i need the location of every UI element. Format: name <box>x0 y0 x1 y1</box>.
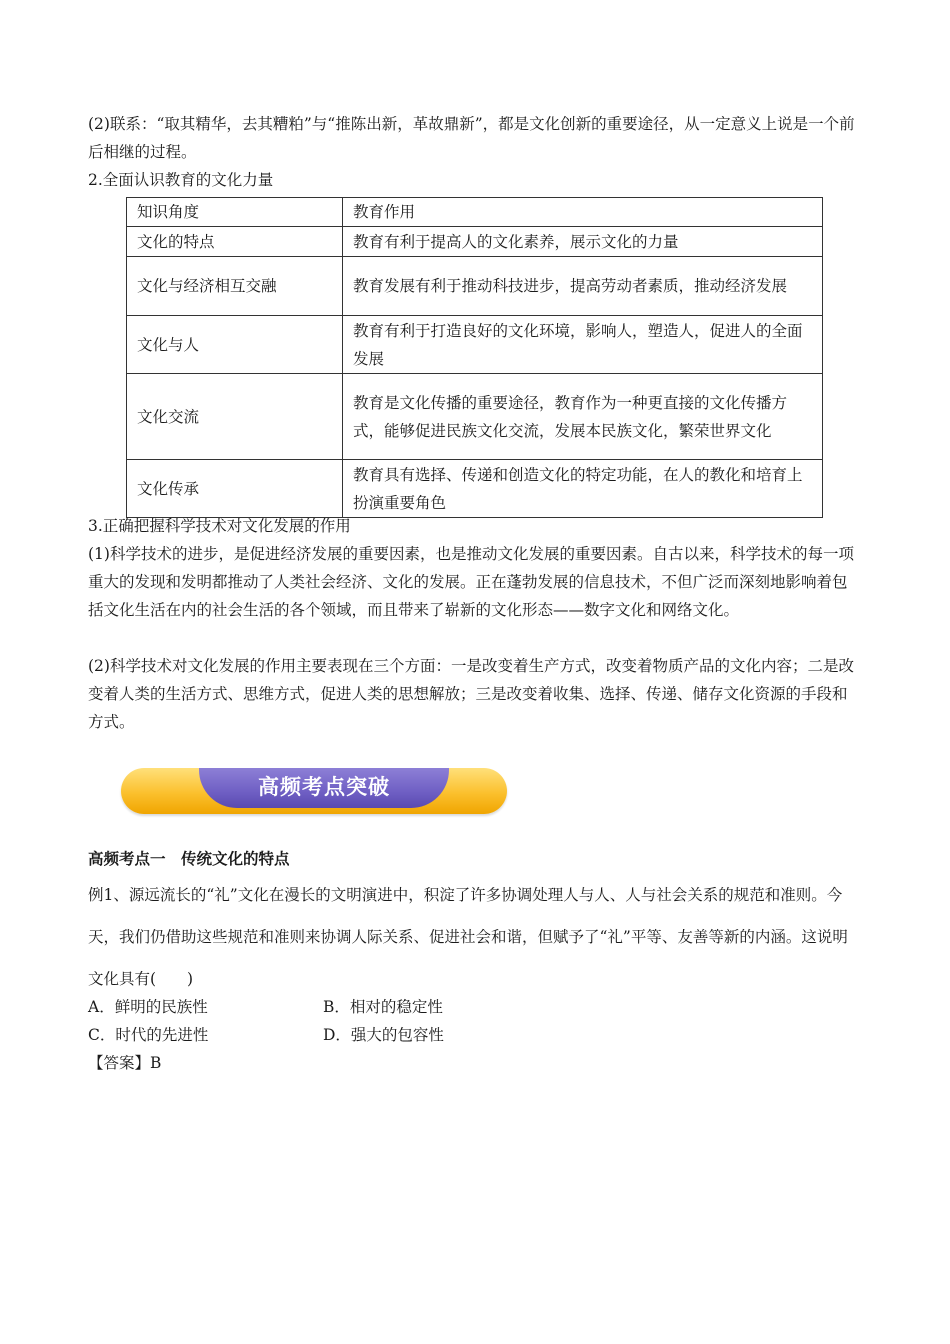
table-header-cell: 教育作用 <box>343 198 823 227</box>
table-header-cell: 知识角度 <box>127 198 343 227</box>
paragraph-science-2: (2)科学技术对文化发展的作用主要表现在三个方面：一是改变着生产方式，改变着物质产品的文化内容；二是改变着人类的生活方式、思维方式，促进人类的思想解放；三是改变着收集、选择、传递、储存文化资源的手段和方式。 <box>88 657 854 731</box>
option-c: C．时代的先进性 <box>88 1026 209 1044</box>
banner-label: 高频考点突破 <box>199 768 449 808</box>
heading-education-power: 2.全面认识教育的文化力量 <box>88 171 274 189</box>
paragraph-relation: (2)联系：“取其精华，去其糟粕”与“推陈出新，革故鼎新”，都是文化创新的重要途径，从一定意义上说是一个前后相继的过程。 <box>88 115 855 161</box>
option-b: B．相对的稳定性 <box>323 998 443 1016</box>
section-title: 高频考点一 传统文化的特点 <box>88 849 290 868</box>
table-row <box>127 460 823 518</box>
table-cell-role: 教育有利于提高人的文化素养，展示文化的力量 <box>343 227 823 257</box>
table-row <box>127 374 823 460</box>
table-row <box>127 316 823 374</box>
table-cell-role: 教育是文化传播的重要途径，教育作为一种更直接的文化传播方式，能够促进民族文化交流，发展本民族文化，繁荣世界文化 <box>343 374 823 460</box>
education-role-table <box>126 197 823 518</box>
question-text: 例1、源远流长的“礼”文化在漫长的文明演进中，积淀了许多协调处理人与人、人与社会关系的规范和准则。今天，我们仍借助这些规范和准则来协调人际关系、促进社会和谐，但赋予了“礼”平等、友善等新的内涵。这说明文化具有( ) <box>88 886 848 988</box>
option-a: A．鲜明的民族性 <box>88 998 208 1016</box>
table-cell-role: 教育发展有利于推动科技进步，提高劳动者素质，推动经济发展 <box>343 257 823 316</box>
section-banner <box>121 768 507 814</box>
paragraph-science-1: (1)科学技术的进步，是促进经济发展的重要因素，也是推动文化发展的重要因素。自古以来，科学技术的每一项重大的发现和发明都推动了人类社会经济、文化的发展。正在蓬勃发展的信息技术，不但广泛而深刻地影响着包括文化生活在内的社会生活的各个领域，而且带来了崭新的文化形态——数字文化和网络文化。 <box>88 545 854 619</box>
table-header-row <box>127 198 823 227</box>
table-cell-aspect: 文化与经济相互交融 <box>127 257 343 316</box>
table-cell-role: 教育有利于打造良好的文化环境，影响人，塑造人，促进人的全面发展 <box>343 316 823 374</box>
table-cell-aspect: 文化传承 <box>127 460 343 518</box>
table-cell-role: 教育具有选择、传递和创造文化的特定功能，在人的教化和培育上扮演重要角色 <box>343 460 823 518</box>
table-row <box>127 227 823 257</box>
table-cell-aspect: 文化交流 <box>127 374 343 460</box>
table-cell-aspect: 文化与人 <box>127 316 343 374</box>
option-d: D．强大的包容性 <box>323 1026 444 1044</box>
table-row <box>127 257 823 316</box>
heading-science-technology: 3.正确把握科学技术对文化发展的作用 <box>88 517 351 535</box>
answer-text: 【答案】B <box>88 1054 162 1072</box>
table-cell-aspect: 文化的特点 <box>127 227 343 257</box>
